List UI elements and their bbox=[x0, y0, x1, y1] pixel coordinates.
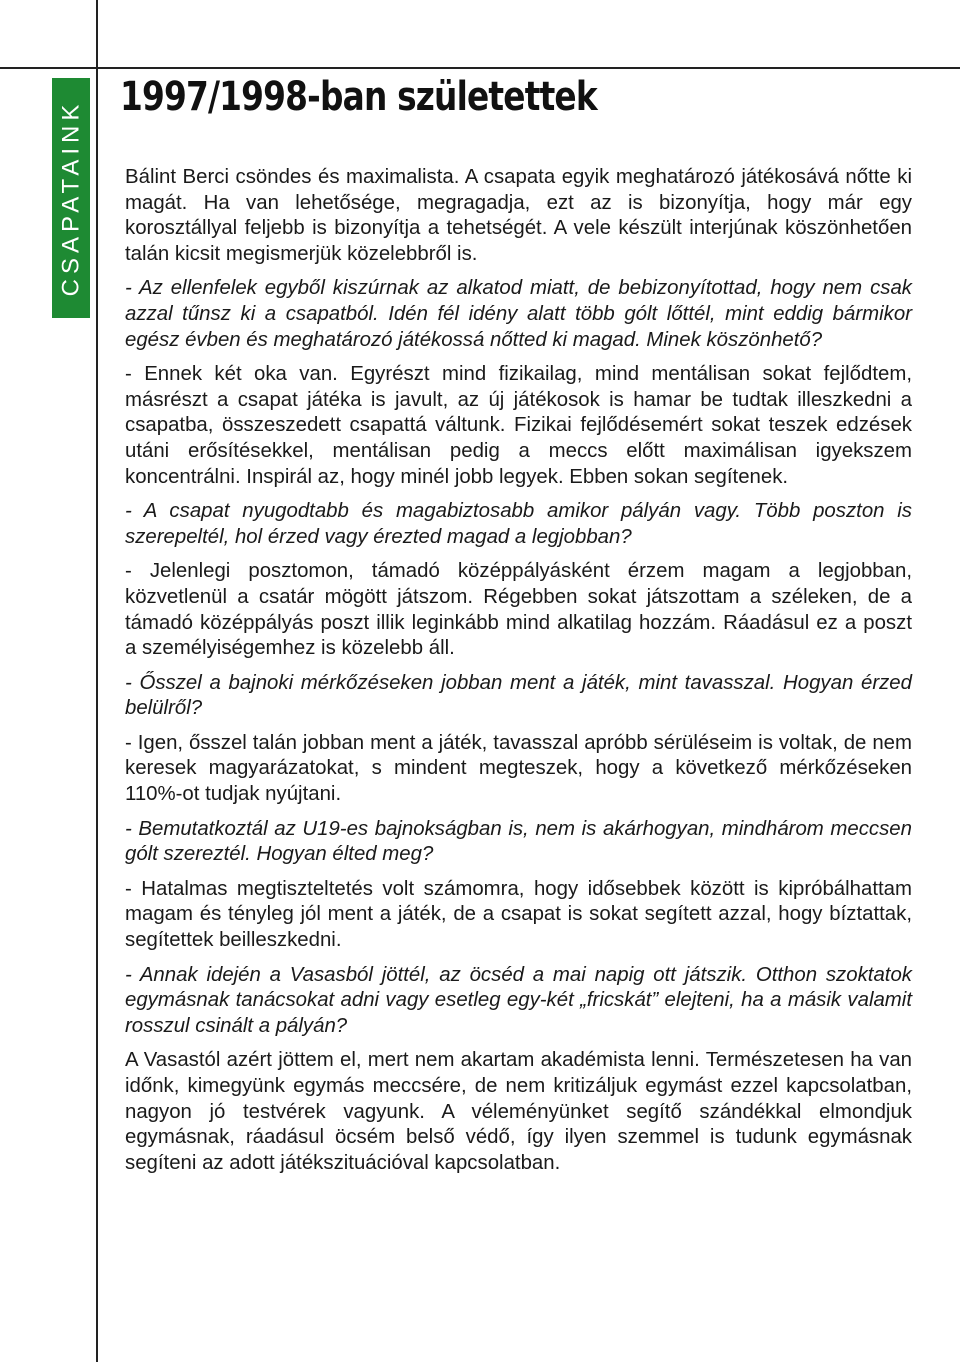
section-label: CSAPATAINK bbox=[57, 99, 85, 297]
section-tab bbox=[52, 78, 90, 318]
answer-paragraph: - Ennek két oka van. Egyrészt mind fizikailag, mind mentálisan sokat fejlődtem, másrészt a csapat játéka is javult, az új játékosok is hamar be tudtak illeszkedni a csapatba, összeszedett csapattá váltunk. Fizikai fejlődésemért sokat teszek edzések utáni erősítésekkel, mentálisan pedig a meccs előtt maximálisan igyekszem koncentrálni. Inspirál az, hogy minél jobb legyek. Ebben sokan segítenek. bbox=[125, 363, 912, 488]
page-title: 1997/1998-ban születettek bbox=[120, 74, 597, 120]
answer-paragraph: - Jelenlegi posztomon, támadó középpályásként érzem magam a legjobban, közvetlenül a csatár mögött játszom. Régebben sokat játszottam a széleken, de a támadó középpályás poszt illik leginkább mind alkatilag hozzám. Ráadásul ez a poszt a személyiségemhez is közelebb áll. bbox=[125, 560, 912, 660]
question-paragraph: - A csapat nyugodtabb és magabiztosabb amikor pályán vagy. Több poszton is szerepeltél, hol érzed vagy érezted magad a legjobban? bbox=[125, 500, 912, 548]
question-paragraph: - Ősszel a bajnoki mérkőzéseken jobban ment a játék, mint tavasszal. Hogyan érzed belülről? bbox=[125, 671, 912, 720]
answer-paragraph: - Igen, ősszel talán jobban ment a játék, tavasszal apróbb sérüléseim is voltak, de nem keresek magyarázatokat, s mindent megteszek, hogy a következő mérkőzéseken 110%-ot tudjak nyújtani. bbox=[125, 731, 912, 806]
vertical-rule bbox=[96, 0, 98, 1362]
question-paragraph: - Az ellenfelek egyből kiszúrnak az alkatod miatt, de bebizonyítottad, hogy nem csak azzal tűnsz ki a csapatból. Idén fél idény alatt több gólt lőttél, mint eddig bármikor egész évben és meghatározó játékossá nőtted ki magad. Minek köszönhető? bbox=[125, 277, 912, 351]
horizontal-rule bbox=[0, 67, 960, 69]
answer-paragraph: - Hatalmas megtiszteltetés volt számomra, hogy idősebbek között is kipróbálhattam magam és tényleg jól ment a játék, de a csapat is sokat segített azzal, hogy bíztattak, segítettek beilleszkedni. bbox=[125, 877, 912, 952]
question-paragraph: - Bemutatkoztál az U19-es bajnokságban is, nem is akárhogyan, mindhárom meccsen gólt szereztél. Hogyan élted meg? bbox=[125, 817, 912, 866]
question-paragraph: - Annak idején a Vasasból jöttél, az öcséd a mai napig ott játszik. Otthon szoktatok egymásnak tanácsokat adni vagy esetleg egy-két „fricskát” elejteni, ha a másik valamit rosszul csinált a pályán? bbox=[125, 963, 912, 1037]
article-body bbox=[125, 165, 912, 1185]
answer-paragraph: A Vasastól azért jöttem el, mert nem akartam akadémista lenni. Természetesen ha van időnk, kimegyünk egymás meccsére, de nem kritizáljuk egymást ezzel kapcsolatban, nagyon jó testvérek vagyunk. A véleményünket segítő szándékkal elmondjuk egymásnak, ráadásul öcsém belső védő, így ilyen szemmel is tudunk egymásnak segíteni az adott játékszituációval kapcsolatban. bbox=[125, 1049, 912, 1174]
intro-paragraph: Bálint Berci csöndes és maximalista. A csapata egyik meghatározó játékosává nőtte ki magát. Ha van lehetősége, megragadja, ezt az is bizonyítja, hogy már egy korosztállyal feljebb is bizonyítja a tehetségét. A vele készült interjúnak köszönhetően talán kicsit megismerjük közelebbről is. bbox=[125, 166, 912, 265]
